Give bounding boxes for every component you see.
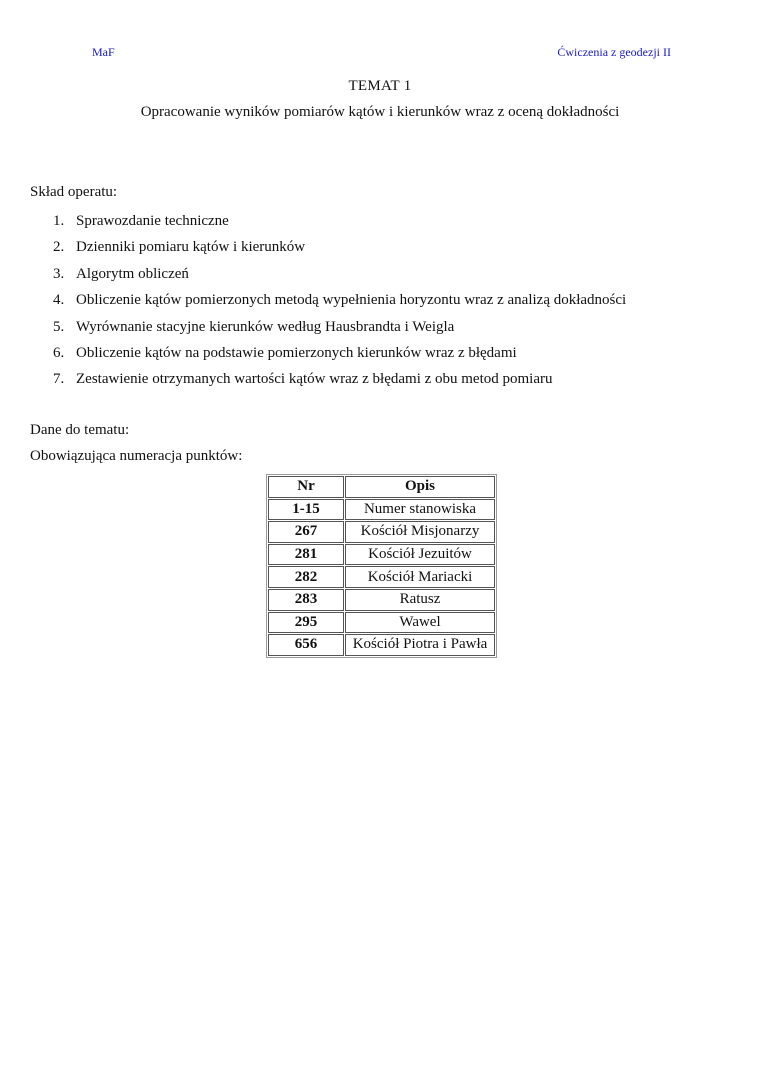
table-row <box>268 521 495 543</box>
point-number: 283 <box>268 589 344 611</box>
point-description: Wawel <box>345 612 495 634</box>
data-label: Dane do tematu: <box>30 422 130 438</box>
point-number: 282 <box>268 566 344 588</box>
header-course-title: Ćwiczenia z geodezji II <box>557 45 671 59</box>
list-item-text: Obliczenie kątów pomierzonych metodą wypełnienia horyzontu wraz z analizą dokładności <box>76 292 627 309</box>
table-row <box>268 499 495 521</box>
list-item-text: Algorytm obliczeń <box>76 265 189 282</box>
topic-subtitle: Opracowanie wyników pomiarów kątów i kierunków wraz z oceną dokładności <box>140 104 620 120</box>
table-row <box>268 612 495 634</box>
list-item-number: 3. <box>53 265 65 282</box>
point-number: 281 <box>268 544 344 566</box>
point-description: Kościół Piotra i Pawła <box>345 634 495 656</box>
point-description: Kościół Mariacki <box>345 566 495 588</box>
list-item-number: 7. <box>53 371 65 388</box>
points-table <box>266 474 497 658</box>
list-item-number: 4. <box>53 292 65 309</box>
table-header-row <box>268 476 495 498</box>
table-row <box>268 589 495 611</box>
point-description: Kościół Jezuitów <box>345 544 495 566</box>
list-item-number: 6. <box>53 344 65 361</box>
list-item-number: 5. <box>53 318 65 335</box>
list-item-text: Zestawienie otrzymanych wartości kątów wraz z błędami z obu metod pomiaru <box>76 371 553 388</box>
table-row <box>268 634 495 656</box>
point-description: Ratusz <box>345 589 495 611</box>
composition-label: Skład operatu: <box>30 184 118 200</box>
point-description: Numer stanowiska <box>345 499 495 521</box>
point-number: 267 <box>268 521 344 543</box>
topic-title: TEMAT 1 <box>348 78 412 94</box>
list-item-number: 1. <box>53 213 65 229</box>
column-header-nr: Nr <box>268 476 344 498</box>
header-author: MaF <box>92 45 115 59</box>
numbering-label: Obowiązująca numeracja punktów: <box>30 448 243 464</box>
point-number: 1-15 <box>268 499 344 521</box>
list-item-text: Dzienniki pomiaru kątów i kierunków <box>76 239 306 256</box>
column-header-opis: Opis <box>345 476 495 498</box>
list-item-text: Obliczenie kątów na podstawie pomierzonych kierunków wraz z błędami <box>76 344 517 361</box>
table-row <box>268 544 495 566</box>
point-number: 656 <box>268 634 344 656</box>
list-item-number: 2. <box>53 239 65 256</box>
table-row <box>268 566 495 588</box>
list-item-text: Sprawozdanie techniczne <box>76 213 229 229</box>
point-number: 295 <box>268 612 344 634</box>
list-item-text: Wyrównanie stacyjne kierunków według Hausbrandta i Weigla <box>76 318 455 335</box>
point-description: Kościół Misjonarzy <box>345 521 495 543</box>
